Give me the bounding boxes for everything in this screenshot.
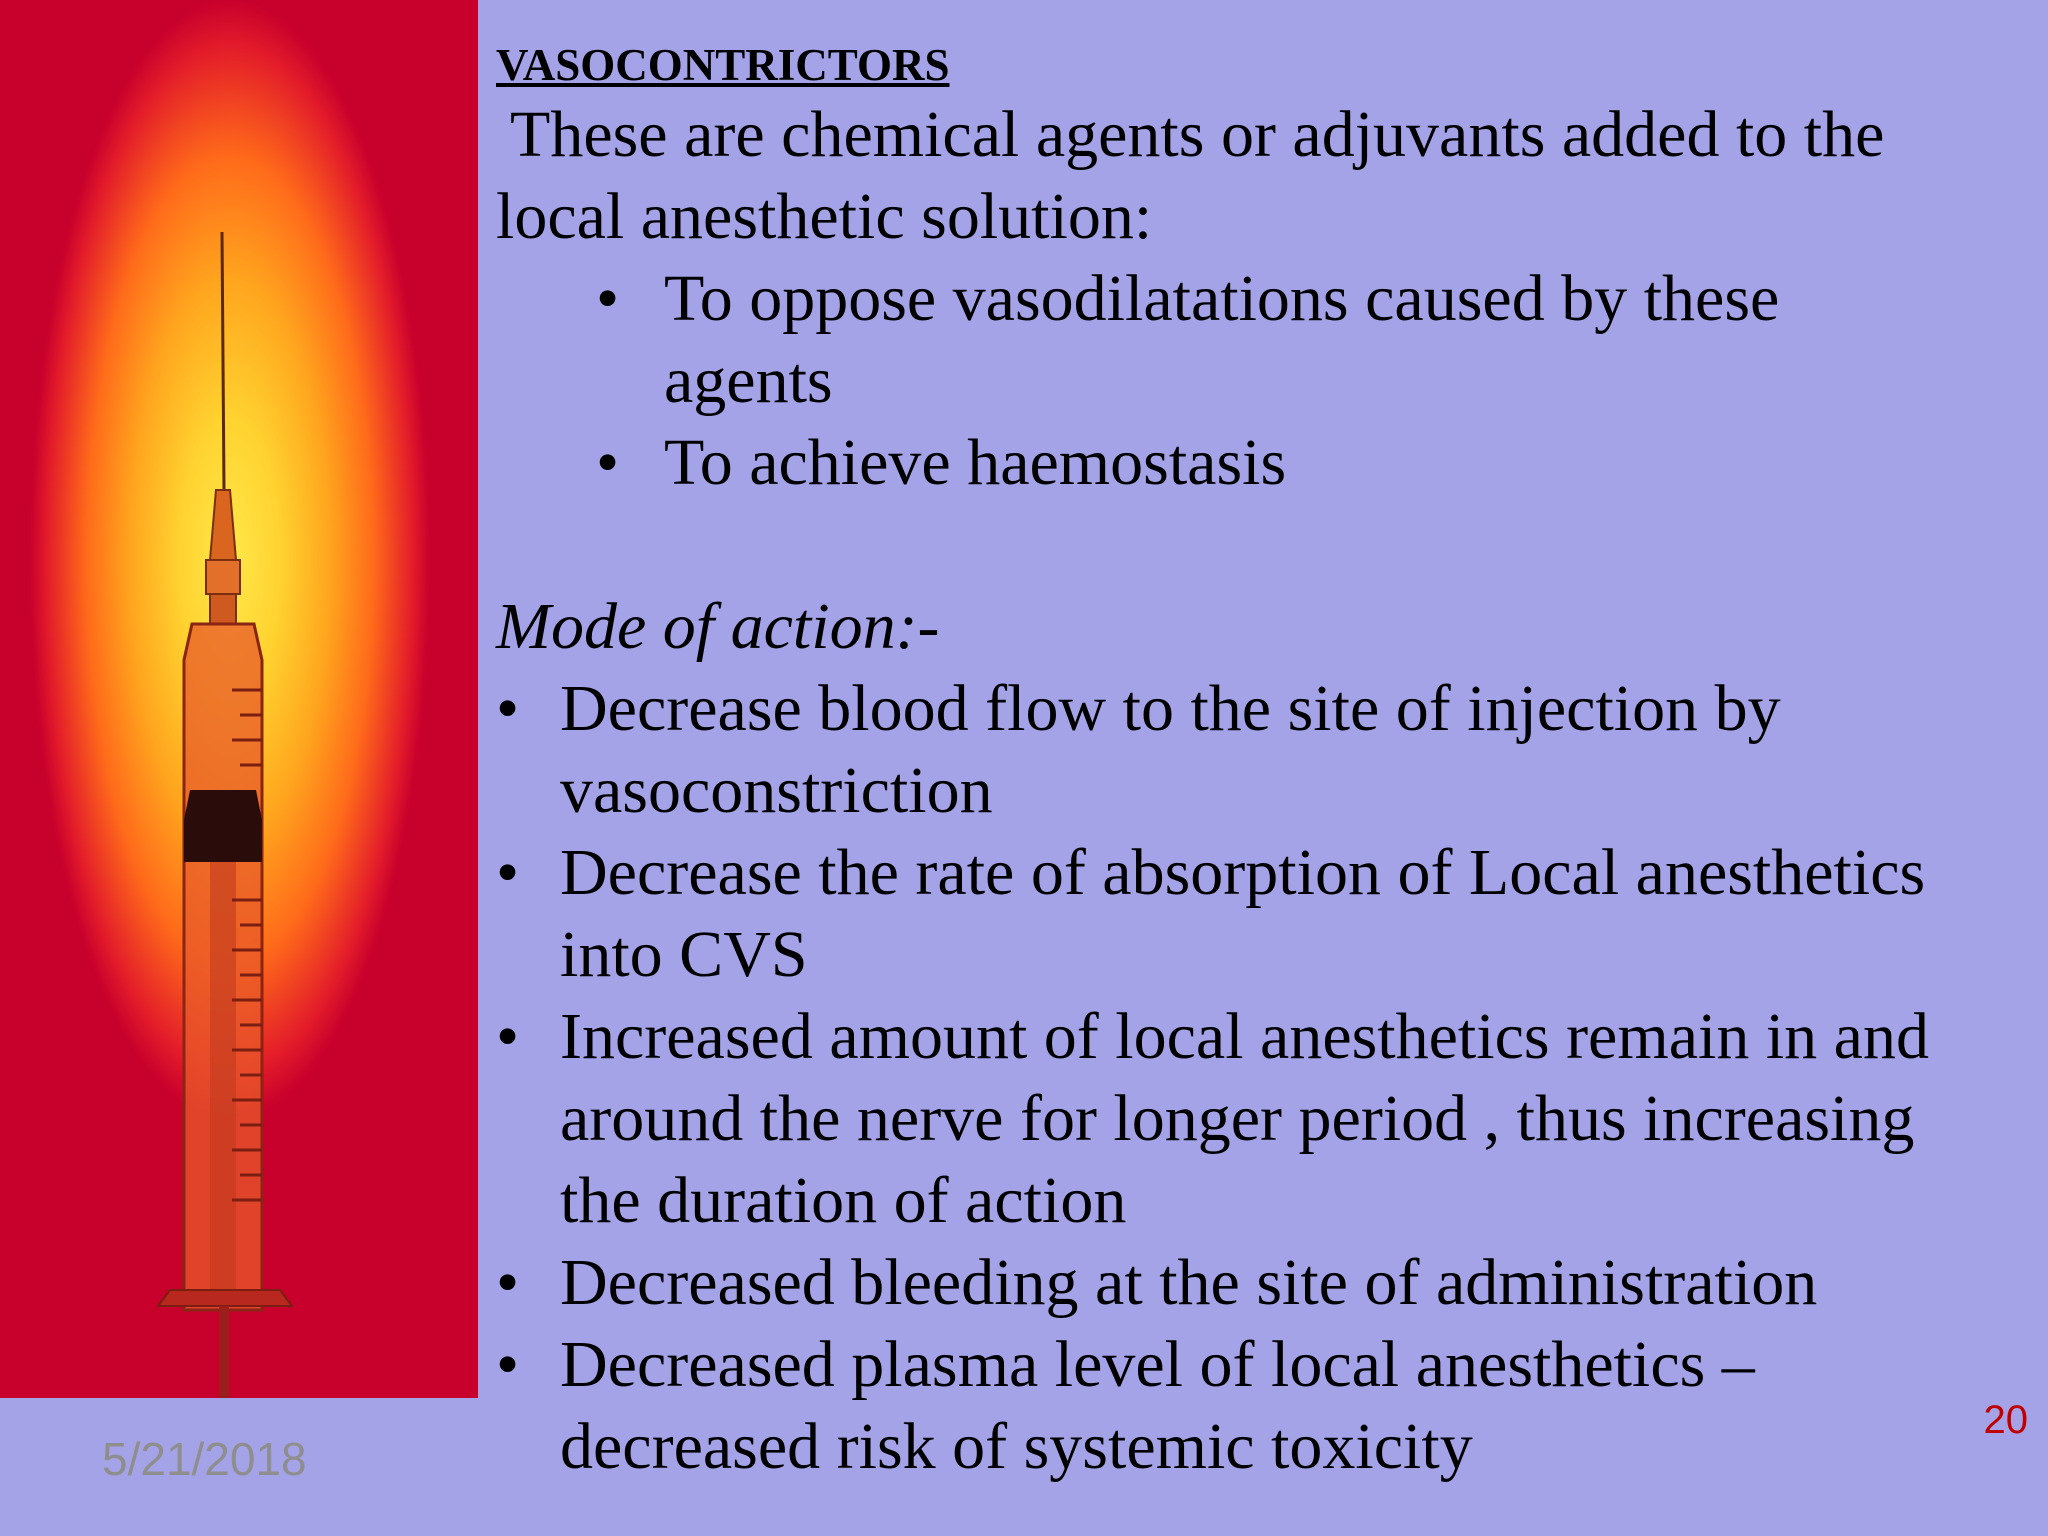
slide-heading: VASOCONTRICTORS xyxy=(496,40,950,90)
bullet-icon: • xyxy=(496,1000,520,1073)
purpose-list xyxy=(496,258,2016,504)
mode-of-action-title: Mode of action:- xyxy=(496,590,940,663)
intro-line-2: local anesthetic solution: xyxy=(496,180,1153,253)
list-item xyxy=(496,832,2016,996)
list-item-line: agents xyxy=(664,344,833,417)
list-item-line: To achieve haemostasis xyxy=(664,426,1287,499)
list-item-line: decreased risk of systemic toxicity xyxy=(560,1410,1473,1483)
slide-content xyxy=(496,36,2016,1488)
list-item xyxy=(496,996,2016,1242)
bullet-icon: • xyxy=(496,1328,520,1401)
slide-date: 5/21/2018 xyxy=(102,1433,307,1485)
bullet-icon: • xyxy=(596,262,620,335)
bullet-icon: • xyxy=(496,672,520,745)
bullet-icon: • xyxy=(496,1246,520,1319)
bullet-icon: • xyxy=(496,836,520,909)
list-item xyxy=(496,1324,2016,1488)
list-item-line: Decrease the rate of absorption of Local anesthetics xyxy=(560,836,1926,909)
syringe-photo xyxy=(0,0,478,1398)
list-item xyxy=(496,1242,2016,1324)
list-item-line: Decrease blood flow to the site of injection by xyxy=(560,672,1781,745)
mode-of-action-list xyxy=(496,668,2016,1488)
bullet-icon: • xyxy=(596,426,620,499)
list-item-line: Decreased plasma level of local anesthetics – xyxy=(560,1328,1755,1401)
list-item-line: around the nerve for longer period , thus increasing xyxy=(560,1082,1915,1155)
page-number: 20 xyxy=(1983,1398,2028,1442)
list-item xyxy=(496,668,2016,832)
list-item-line: the duration of action xyxy=(560,1164,1127,1237)
spacer xyxy=(496,504,2016,586)
list-item xyxy=(496,422,2016,504)
list-item xyxy=(496,258,2016,422)
intro-line-1: These are chemical agents or adjuvants added to the xyxy=(510,98,1885,171)
list-item-line: into CVS xyxy=(560,918,808,991)
list-item-line: Decreased bleeding at the site of administration xyxy=(560,1246,1818,1319)
list-item-line: Increased amount of local anesthetics remain in and xyxy=(560,1000,1929,1073)
list-item-line: vasoconstriction xyxy=(560,754,993,827)
list-item-line: To oppose vasodilatations caused by these xyxy=(664,262,1780,335)
syringe-icon xyxy=(0,0,478,1398)
